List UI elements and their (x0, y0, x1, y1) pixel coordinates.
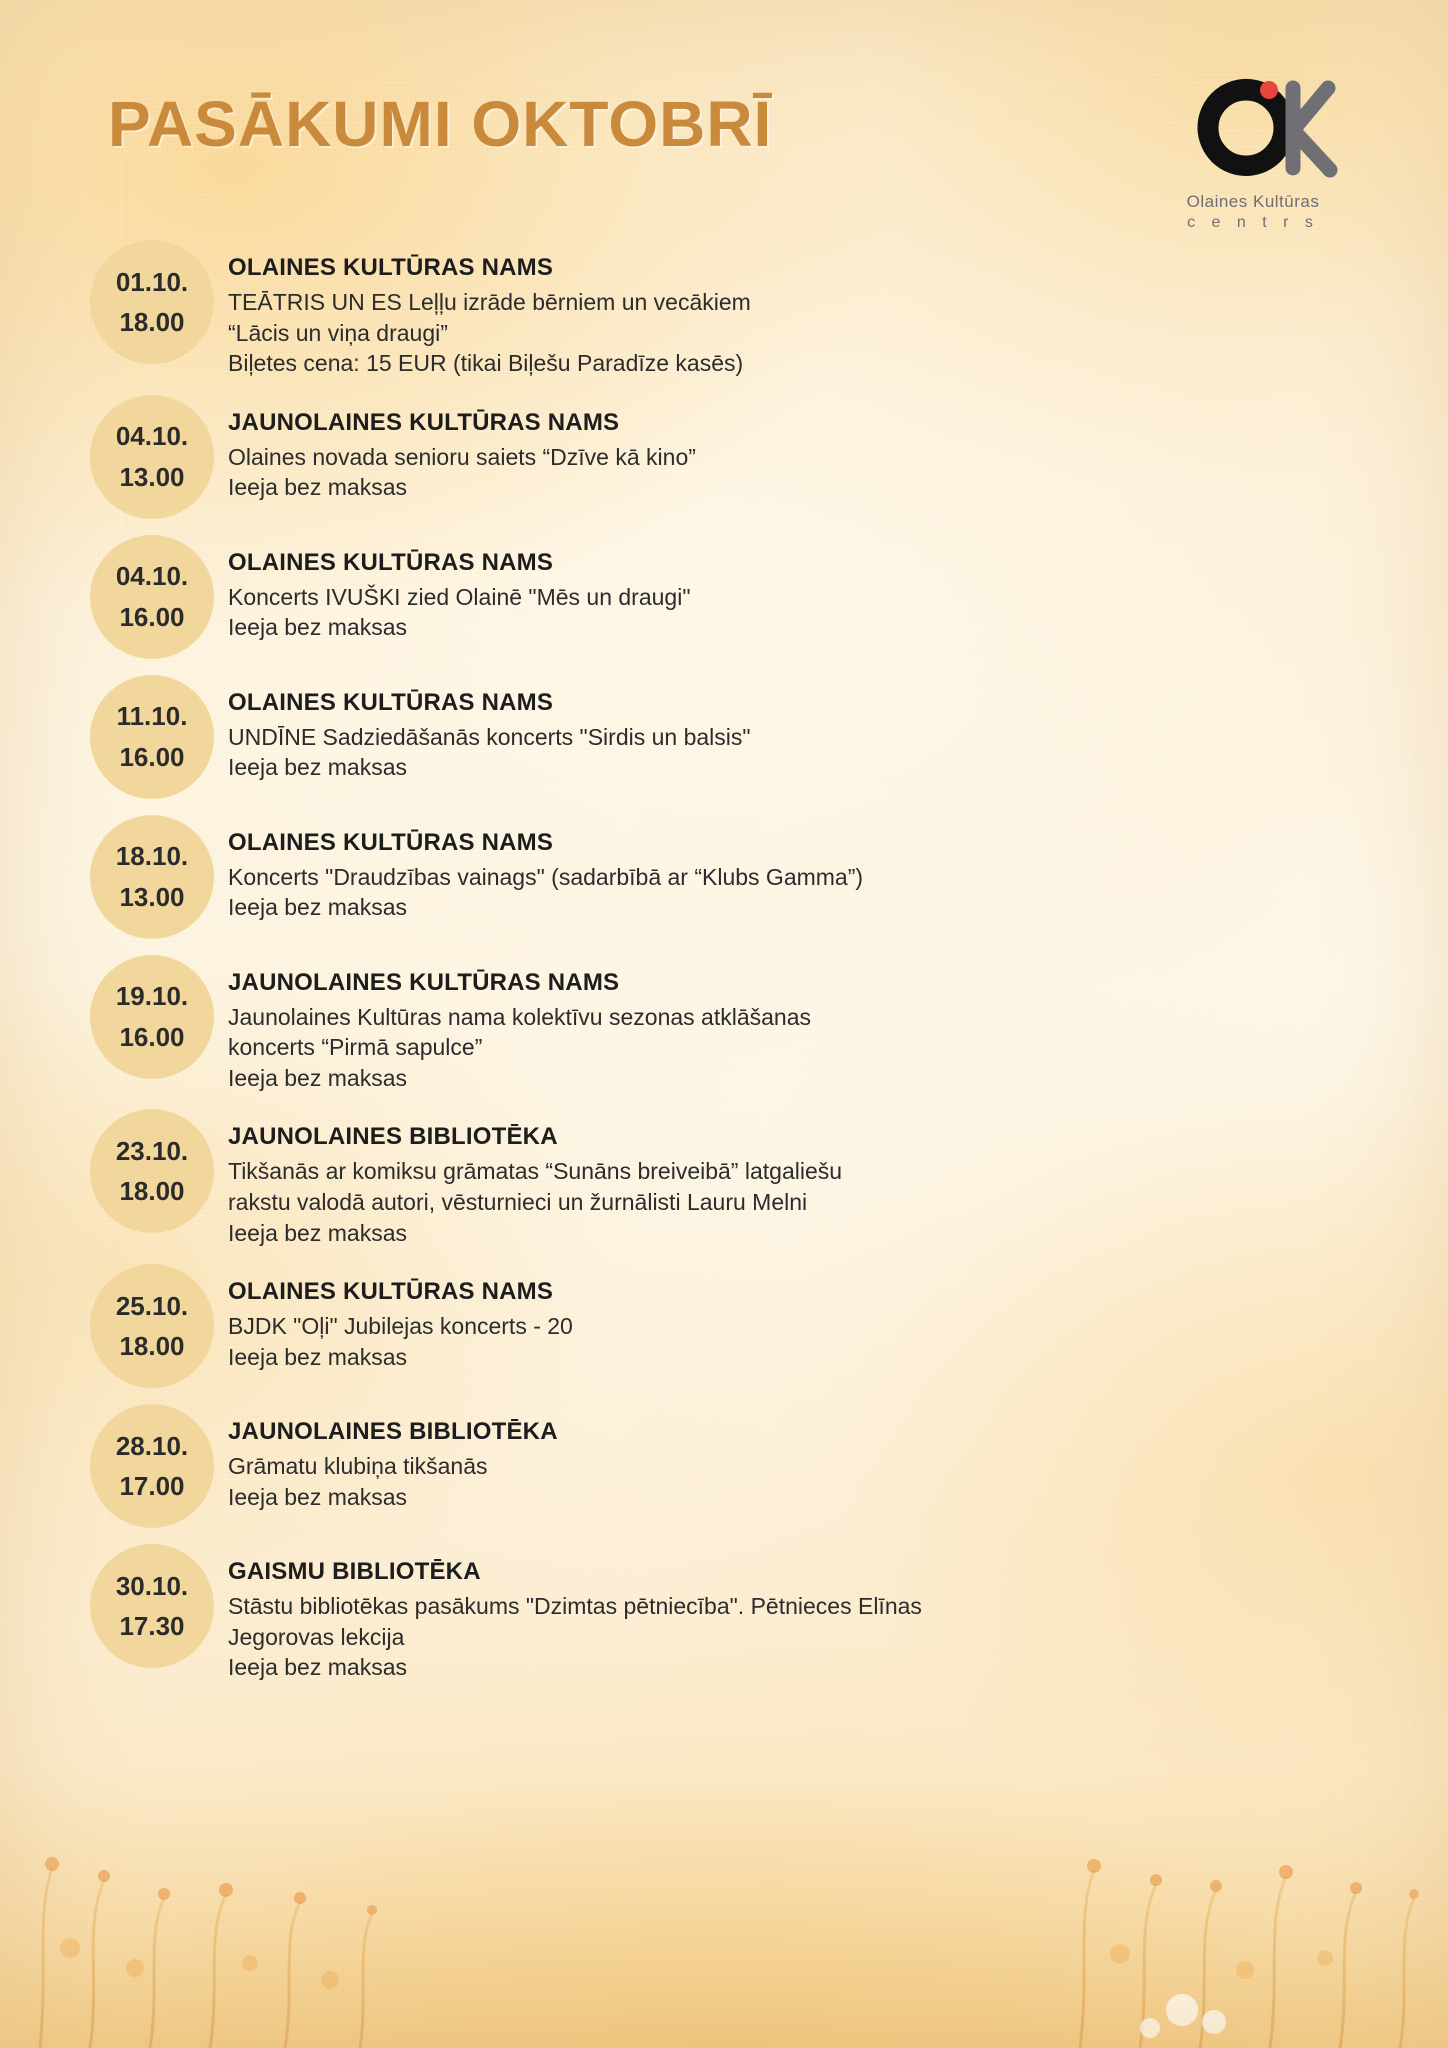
events-list (90, 240, 1378, 1699)
event-venue: OLAINES KULTŪRAS NAMS (228, 548, 554, 576)
logo-line-1: Olaines Kultūras (1186, 192, 1320, 211)
event-venue: OLAINES KULTŪRAS NAMS (228, 1278, 554, 1306)
event-description-line: rakstu valodā autori, vēsturnieci un žurnālisti Lauru Melni (228, 1189, 808, 1216)
event-time: 18.00 (119, 1331, 185, 1362)
event-time: 17.30 (119, 1611, 185, 1642)
event-date: 04.10. (115, 561, 189, 592)
event-date: 23.10. (115, 1136, 189, 1167)
event-price: Ieeja bez maksas (228, 894, 407, 921)
event-description-line: UNDĪNE Sadziedāšanās koncerts "Sirdis un balsis" (228, 723, 751, 750)
event-date-badge (90, 675, 214, 799)
event-venue: JAUNOLAINES BIBLIOTĒKA (228, 1123, 558, 1151)
event-description-line: Jaunolaines Kultūras nama kolektīvu sezonas atklāšanas (228, 1003, 812, 1030)
event-venue: JAUNOLAINES BIBLIOTĒKA (228, 1418, 558, 1446)
event-time: 16.00 (119, 1021, 185, 1052)
event-item (90, 1404, 1378, 1528)
event-date: 28.10. (115, 1430, 189, 1461)
event-price: Ieeja bez maksas (228, 754, 407, 781)
event-price: Ieeja bez maksas (228, 474, 407, 501)
olaines-ok-logo-icon (1148, 68, 1348, 188)
event-details (228, 1264, 1378, 1372)
event-description-line: “Lācis un viņa draugi” (228, 319, 448, 346)
event-date-badge (90, 1109, 214, 1233)
logo (1148, 68, 1358, 232)
event-date: 11.10. (116, 701, 188, 732)
event-details (228, 1544, 1378, 1683)
event-time: 18.00 (119, 307, 185, 337)
event-date: 19.10. (115, 981, 189, 1012)
event-date-badge (90, 1404, 214, 1528)
event-item (90, 1109, 1378, 1248)
event-item (90, 955, 1378, 1094)
event-time: 13.00 (119, 461, 185, 492)
event-details (228, 535, 1378, 643)
event-date-badge (90, 1264, 214, 1388)
event-details (228, 1404, 1378, 1512)
event-details (228, 815, 1378, 923)
event-price: Biļetes cena: 15 EUR (tikai Biļešu Paradīze kasēs) (228, 350, 744, 377)
event-price: Ieeja bez maksas (228, 1064, 407, 1091)
event-item (90, 815, 1378, 939)
event-venue: OLAINES KULTŪRAS NAMS (228, 688, 554, 716)
event-time: 17.00 (119, 1471, 185, 1502)
event-item (90, 1264, 1378, 1388)
event-price: Ieeja bez maksas (228, 1654, 407, 1681)
logo-line-2: c e n t r s (1187, 214, 1319, 231)
event-description-line: BJDK "Oļi" Jubilejas koncerts - 20 (228, 1313, 573, 1340)
event-time: 13.00 (119, 881, 185, 912)
event-price: Ieeja bez maksas (228, 1483, 407, 1510)
event-details (228, 1109, 1378, 1248)
event-details (228, 675, 1378, 783)
event-venue: JAUNOLAINES KULTŪRAS NAMS (228, 408, 620, 436)
page-title: PASĀKUMI OKTOBRĪ (108, 88, 773, 160)
event-date-badge (90, 535, 214, 659)
event-details (228, 240, 1378, 379)
event-date-badge (90, 815, 214, 939)
event-item (90, 535, 1378, 659)
event-venue: OLAINES KULTŪRAS NAMS (228, 254, 554, 281)
event-item (90, 1544, 1378, 1683)
event-time: 16.00 (119, 601, 185, 632)
event-time: 16.00 (119, 741, 185, 772)
event-item (90, 395, 1378, 519)
event-date: 18.10. (115, 841, 189, 872)
event-price: Ieeja bez maksas (228, 1219, 407, 1246)
event-price: Ieeja bez maksas (228, 614, 407, 641)
event-description-line: Tikšanās ar komiksu grāmatas “Sunāns breiveibā” latgaliešu (228, 1158, 843, 1185)
event-date: 04.10. (115, 421, 189, 452)
event-description-line: koncerts “Pirmā sapulce” (228, 1034, 483, 1061)
poster-header (108, 78, 1358, 258)
event-time: 18.00 (119, 1176, 185, 1207)
event-details (228, 395, 1378, 503)
event-date: 01.10. (115, 266, 189, 297)
event-description-line: Stāstu bibliotēkas pasākums "Dzimtas pētniecība". Pētnieces Elīnas (228, 1593, 922, 1620)
event-description-line: Koncerts "Draudzības vainags" (sadarbībā ar “Klubs Gamma”) (228, 863, 864, 890)
event-price: Ieeja bez maksas (228, 1343, 407, 1370)
event-date: 25.10. (115, 1290, 189, 1321)
event-item (90, 675, 1378, 799)
event-venue: GAISMU BIBLIOTĒKA (228, 1558, 481, 1586)
event-description-line: Koncerts IVUŠKI zied Olainē "Mēs un draugi" (228, 583, 691, 610)
event-venue: JAUNOLAINES KULTŪRAS NAMS (228, 968, 620, 996)
event-venue: OLAINES KULTŪRAS NAMS (228, 828, 554, 856)
event-date-badge (90, 240, 214, 364)
event-description-line: TEĀTRIS UN ES Leļļu izrāde bērniem un vecākiem (228, 289, 751, 315)
event-item (90, 240, 1378, 379)
event-date-badge (90, 1544, 214, 1668)
event-details (228, 955, 1378, 1094)
event-date-badge (90, 955, 214, 1079)
event-description-line: Jegorovas lekcija (228, 1623, 405, 1650)
event-description-line: Grāmatu klubiņa tikšanās (228, 1453, 488, 1480)
event-description-line: Olaines novada senioru saiets “Dzīve kā kino” (228, 443, 696, 470)
event-date-badge (90, 395, 214, 519)
event-date: 30.10. (115, 1570, 189, 1601)
